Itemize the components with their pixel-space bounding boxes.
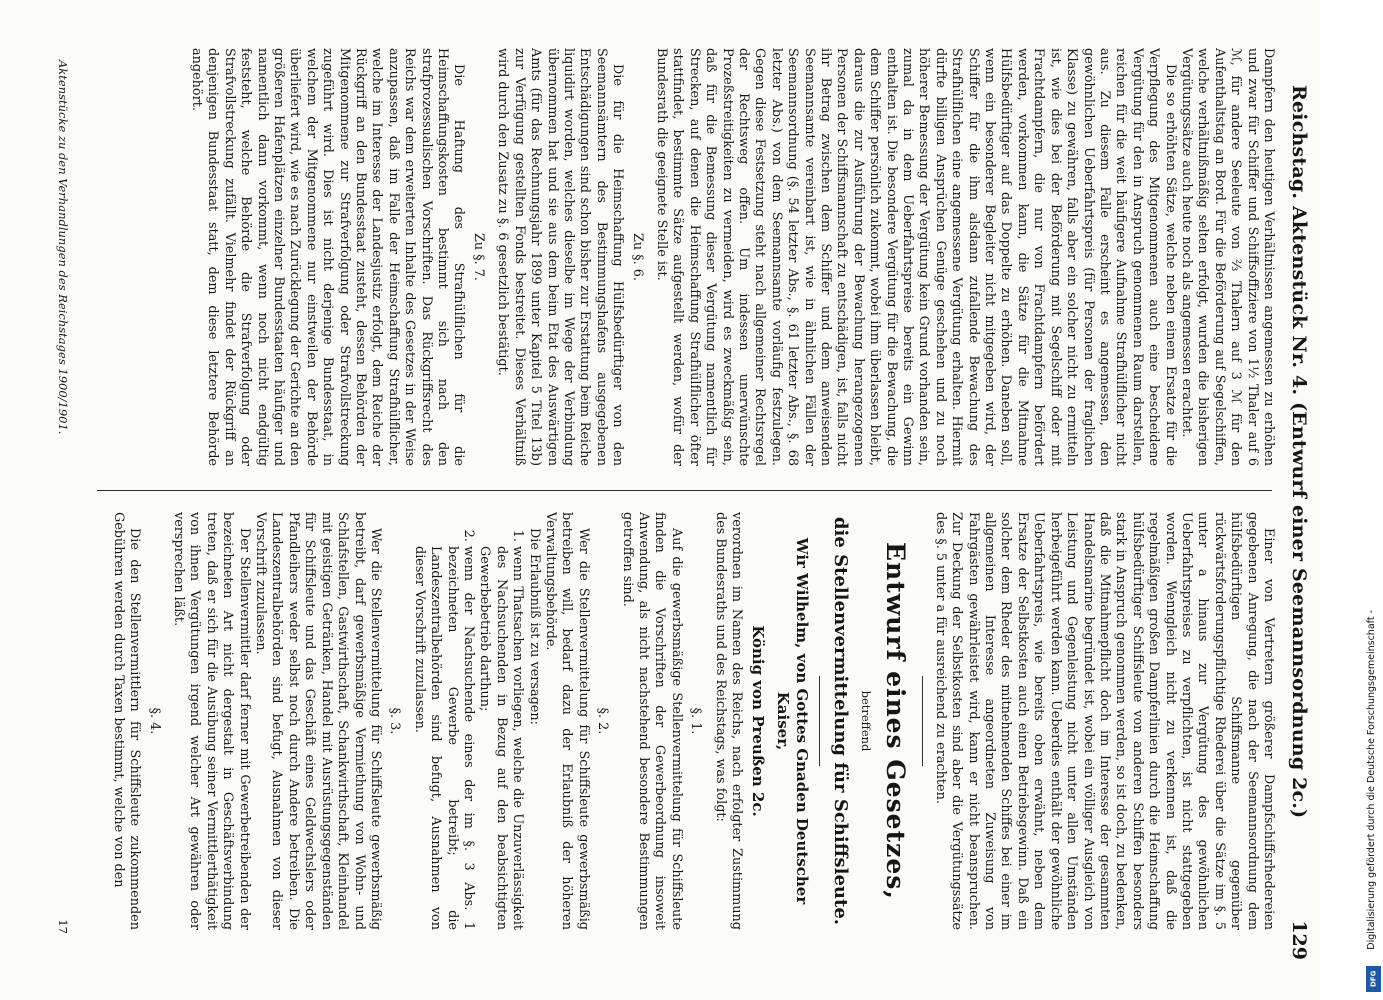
footer-text: Aktenstücke zu den Verhandlungen des Reichstages 1900/1901. [56,60,70,435]
page-footer [50,30,70,950]
enactment-title: König von Preußen 2c. [749,625,768,817]
section-heading: §. 4. [146,707,162,735]
enactment-formula: Wir Wilhelm, von Gottes Gnaden Deutscher Kaiser, [774,537,812,905]
list-item: 1. wenn Thatsachen vorliegen, welche die Unzuverlässigkeit des Nachsuchenden in Bezug auf den beabsichtigten Gewerbebetrieb darthun; [476,546,525,930]
sheet-number: 17 [56,919,70,934]
page-number: 129 [1288,920,1310,960]
list-item: 2. wenn der Nachsuchende eines der im §. 3 Abs. 1 bezeichneten Gewerbe betreibt; die Landeszentralbehörden sind befugt, Ausnahmen von dieser Vorschrift zuzulassen. [410,546,476,930]
digitization-credit-bar [1364,0,1383,1000]
paragraph: Die Erlaubniß ist zu versagen: [526,528,542,725]
paragraph: Die Haftung des Strafhülflichen für die Heimschaffungskosten bestimmt sich nach den strafprozessualischen Vorschriften. Das Rückgriffsrecht des Reichs war dem erweiterten Inhalte des Gesetzes in der Weise anzupassen, daß im Falle der Heimschaffung Strafhülflicher, welche im Interesse der Landesjustiz erfolgt, dem Reiche der Rückgriff an den Bundesstaat zusteht, dessen Behörden der Mitgenommene zur Strafverfolgung oder Strafvollstreckung zugeführt wird. Dies ist nicht derjenige Bundesstaat, in welchem der Mitgenommene nur einstweilen der Behörde überliefert wird, wie es nach Zurücklegung der Gerichte an den größeren Hafenplätzen einzelner Bundesstaaten häufiger und namentlich dann vorkommt, wenn noch nicht endgültig feststeht, welche Behörde die Strafverfolgung oder Strafvollstreckung zufällt. Vielmehr findet der Rückgriff an denjenigen Bundesstaat statt, dem diese letztere Behörde angehört. [189,48,467,466]
section-heading: Zu §. 7. [470,233,486,281]
paragraph: Die für die Heimschaffung Hülfsbedürftiger von den Seemannsämtern des Bestimmungshafens ausgegebenen Entschädigungen sind schon bisher zur Erstattung beim Reiche liquidirt worden, welches dieselbe im Wege der Verbindung übernommen hat und sie aus dem beim Etat des Auswärtigen Amts (für das Rechnungsjahr 1899 unter Kapitel 5 Titel 13b) zur Verfügung gestellten Fonds bestreitet. Dieses Verhältniß wird durch den Zusatz zu §. 6 gesetzlich bestätigt. [495,48,626,466]
paragraph: Wer die Stellenvermittelung für Schiffsleute gewerbsmäßig betreiben will, bedarf dazu der Erlaubniß der höheren Verwaltungsbehörde. [543,512,591,930]
section-heading: §. 2. [595,707,611,735]
column-divider [97,490,1272,491]
separator-rule [819,676,820,766]
numbered-list [410,512,525,930]
dfg-logo-icon: DFG [1366,966,1381,992]
paragraph: Einer von Vertretern größerer Dampfschiffsrhedereien gegebenen Anregung, die nach der Seemannsordnung dem hülfsbedürftigen Schiffsmanne gegenüber rückwärtsforderungspflichtige Rhederei über die Sätze im §. 5 unter a hinaus zur Vergütung des gewöhnlichen Ueberfahrtspreises zu verpflichten, ist nicht stattgegeben worden. Wenngleich nicht zu verkennen ist, daß die regelmäßigen großen Dampferlinien durch die Heimschaffung hülfsbedürftiger Schiffsleute von anderen Schiffen besonders stark in Anspruch genommen werden, so ist doch, zu bedenken, daß die Mitnahmepflicht doch im Interesse der gesammten Handelsmarine begründet ist, wobei ein völliger Ausgleich von Leistung und Gegenleistung nicht unter allen Umständen herbeigeführt werden kann. Ueberdies enthält der gewöhnliche Ueberfahrtspreis, wie bereits oben erwähnt, neben dem Ersatze der Selbstkosten auch einen Betriebsgewinn. Daß ein solcher dem Rheder des mitnehmenden Schiffes bei einer im allgemeinen Interesse angeordneten Zuweisung von Fahrgästen gewährleistet wird, kann er nicht beanspruchen. Zur Deckung der Selbstkosten sind aber die Vergütungssätze des §. 5 unter a für ausreichend zu erachten. [932,512,1276,930]
paragraph: Dampfern den heutigen Verhältnissen angemessen zu erhöhen und zwar für Schiffer und Schiffsoffiziere von 1½ Thaler auf 6 ℳ, für andere Seeleute von ⅔ Thalern auf 3 ℳ für den Aufenthaltstag an Bord. Für die Beförderung auf Segelschiffen, welche verhältnißmäßig selten erfolgt, wurden die bisherigen Vergütungssätze auch heute noch als angemessen erachtet. [1178,48,1276,466]
paragraph: verordnen im Namen des Reichs, nach erfolgter Zustimmung des Bundesraths und des Reichstags, was folgt: [712,512,745,930]
section-heading: Zu §. 6. [629,233,645,281]
paragraph: Die den Stellenvermittlern für Schiffsleute zukommenden Gebühren werden durch Taxen bestimmt, welche von den [110,512,143,930]
paragraph: Auf die gewerbsmäßige Stellenvermittelung für Schiffsleute finden die Vorschriften der Gewerbeordnung insoweit Anwendung, als nicht nachstehend besondere Bestimmungen getroffen sind. [619,512,684,930]
law-subject: die Stellenvermittelung für Schiffsleute. [830,516,852,926]
law-title: Entwurf eines Gesetzes, [881,541,911,901]
paragraph: Die so erhöhten Sätze, welche neben einem Ersatze für die Verpflegung des Mitgenommenen auch eine bescheidene Vergütung für den in Anspruch genommenen Raum darstellen, reichen für die weit häufigere Aufnahme Strafhülflicher nicht aus. Zu diesem Falle erscheint es angemessen, den gewöhnlichen Ueberfahrtspreis (für Personen der fraglichen Klasse) zu gewähren, falls aber ein solcher nicht zu ermitteln ist, wie dies bei der Beförderung mit Segelschiff oder mit Frachtdampfern, die nur von Frachtdampfern befördert werden, vorkommen kann, die Sätze für die Mitnahme Hülfsbedürftiger auf das Doppelte zu erhöhen. Daneben soll, wenn ein besonderer Begleiter nicht mitgegeben wird, der Schiffer für die ihm alsdann zufallende Bewachung des Strafhülflichen eine angemessene Vergütung erhalten. Hiermit dürfte billigen Ansprüchen Genüge geschehen und zu noch höherer Bemessung der Vergütung kein Grund vorhanden sein, zumal da in dem Ueberfahrtspreise bereits ein Gewinn enthalten ist. Die besondere Vergütung für die Bewachung, die dem Schiffer persönlich zukommt, wobei ihm überlassen bleibt, daraus die zur Ausführung der Bewachung herangezogenen Personen der Schiffsmannschaft zu entschädigen, ist, falls nicht ihr Betrag zwischen dem Schiffer und dem anweisenden Seemannsamte vereinbart ist, wie in ähnlichen Fällen der Seemannsordnung (§. 54 letzter Abs., §. 61 letzter Abs., §. 68 letzter Abs.) von dem Seemannsamte vorläufig festzulegen. Gegen diese Festsetzung steht nach allgemeiner Rechtsregel der Rechtsweg offen. Um indessen unerwünschte Prozeßstreitigkeiten zu vermeiden, wird es zweckmäßig sein, daß für die Bemessung dieser Vergütung namentlich für Strecken, auf denen die Heimschaffung Strafhülflicher öfter stattfindet, bestimmte Sätze aufgestellt werden, wofür der Bundesrath die geeignete Stelle ist. [653,48,1178,466]
right-column [86,512,1276,930]
paragraph: Der Stellenvermittler darf ferner mit Gewerbetreibenden der bezeichneten Art nicht dergestalt in Geschäftsverbindung treten, daß er sich für die Ausübung seiner Vermittlerthätigkeit von ihnen Vergütungen irgend welcher Art gewähren oder versprechen läßt. [171,512,252,930]
section-heading: §. 3. [387,707,403,735]
left-column [86,48,1276,466]
separator-rule [922,676,923,766]
section-heading: §. 1. [688,707,704,735]
paragraph: Wer die Stellenvermittelung für Schiffsleute gewerbsmäßig betreibt, darf gewerbsmäßige Vermiethung von Wohn- und Schlafstellen, Gastwirthschaft, Schankwirthschaft, Kleinhandel mit geistigen Getränken, Handel mit Ausrüstungsgegenständen für Schiffsleute und das Geschäft eines Geldwechslers oder Pfandleihers weder selbst noch durch Andere betreiben. Die Landeszentralbehörden sind befugt, Ausnahmen von dieser Vorschrift zuzulassen. [253,512,383,930]
page-header [1282,55,1312,960]
header-title: Reichstag. Aktenstück Nr. 4. (Entwurf einer Seemannsordnung 2c.) [1288,85,1310,819]
law-betreffend: betreffend [859,690,874,752]
digitization-credit: Digitalisierung gefördert durch die Deutsche Forschungsgemeinschaft - [1366,610,1377,950]
